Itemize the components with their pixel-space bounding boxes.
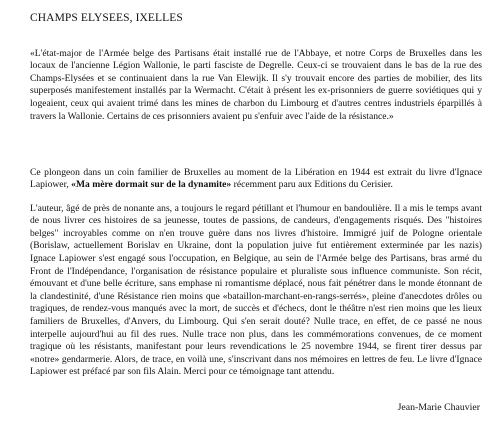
intro-paragraph	[30, 167, 482, 192]
book-title: «Ma mère dormait sur de la dynamite»	[71, 179, 232, 191]
intro-text-before: Ce plongeon dans un coin familier de Bruxelles au moment de la Libération en 1944 est extrait du livre d'Ignace Lapiower,	[30, 166, 482, 191]
review-paragraph: L'auteur, âgé de près de nonante ans, a toujours le regard pétillant et l'humour en bandoulière. Il a mis le temps avant de nous livrer ces histoires de sa jeunesse, toutes de passions, de candeurs, d'engagements risqués. Des "histoires belges" incroyables comme on n'en trouve guère dans nos livres d'histoire. Immigré juif de Pologne orientale (Borislaw, actuellement Borislav en Ukraine, dont la population juive fut entièrement exterminée par les nazis) Ignace Lapiower s'est engagé sous l'occupation, en Belgique, au sein de l'Armée belge des Partisans, bras armé du Front de l'Indépendance, l'organisation de résistance populaire et pluraliste sous influence communiste. Son récit, émouvant et d'une belle écriture, sans emphase ni romantisme déplacé, nous fait pénétrer dans le monde étonnant de la clandestinité, d'une Résistance rien moins que «bataillon-marchant-en-rangs-serrés», pleine d'anecdotes drôles ou tragiques, de rendez-vous manqués avec la mort, de succès et d'échecs, dont le théâtre n'est rien moins que les lieux familiers de Bruxelles, d'Anvers, du Limbourg. Qui s'en serait douté? Nulle trace, en effet, de ce passé ne nous interpelle aujourd'hui au fil des rues. Nulle trace non plus, dans les commémorations convenues, de ce moment tragique où les résistants, manifestant pour leurs revendications le 25 novembre 1944, se firent tirer dessus par «notre» gendarmerie. Alors, de trace, en voilà une, s'inscrivant dans nos mémoires en lettres de feu. Le livre d'Ignace Lapiower est préfacé par son fils Alain. Merci pour ce témoignage tant attendu.	[30, 202, 482, 378]
author-signature: Jean-Marie Chauvier	[397, 402, 480, 413]
article-heading: CHAMPS ELYSEES, IXELLES	[30, 12, 183, 24]
intro-text-after: récemment paru aux Editions du Cerisier.	[231, 179, 393, 191]
quote-paragraph: «L'état-major de l'Armée belge des Partisans était installé rue de l'Abbaye, et notre Corps de Bruxelles dans les locaux de l'ancienne Légion Wallonie, le parti fasciste de Degrelle. Ceux-ci se trouvaient dans le bas de la rue des Champs-Elysées et se continuaient dans la rue Van Elewijk. Il s'y trouvait encore des parties de mobilier, des lits superposés manifestement installés par la Wermacht. C'était à présent les ex-prisonniers de guerre soviétiques qui y logeaient, ceux qui avaient trimé dans les mines de charbon du Limbourg et d'autres centres industriels éparpillés à travers la Wallonie. Certains de ces prisonniers avaient pu s'enfuir avec l'aide de la résistance.»	[30, 47, 482, 122]
